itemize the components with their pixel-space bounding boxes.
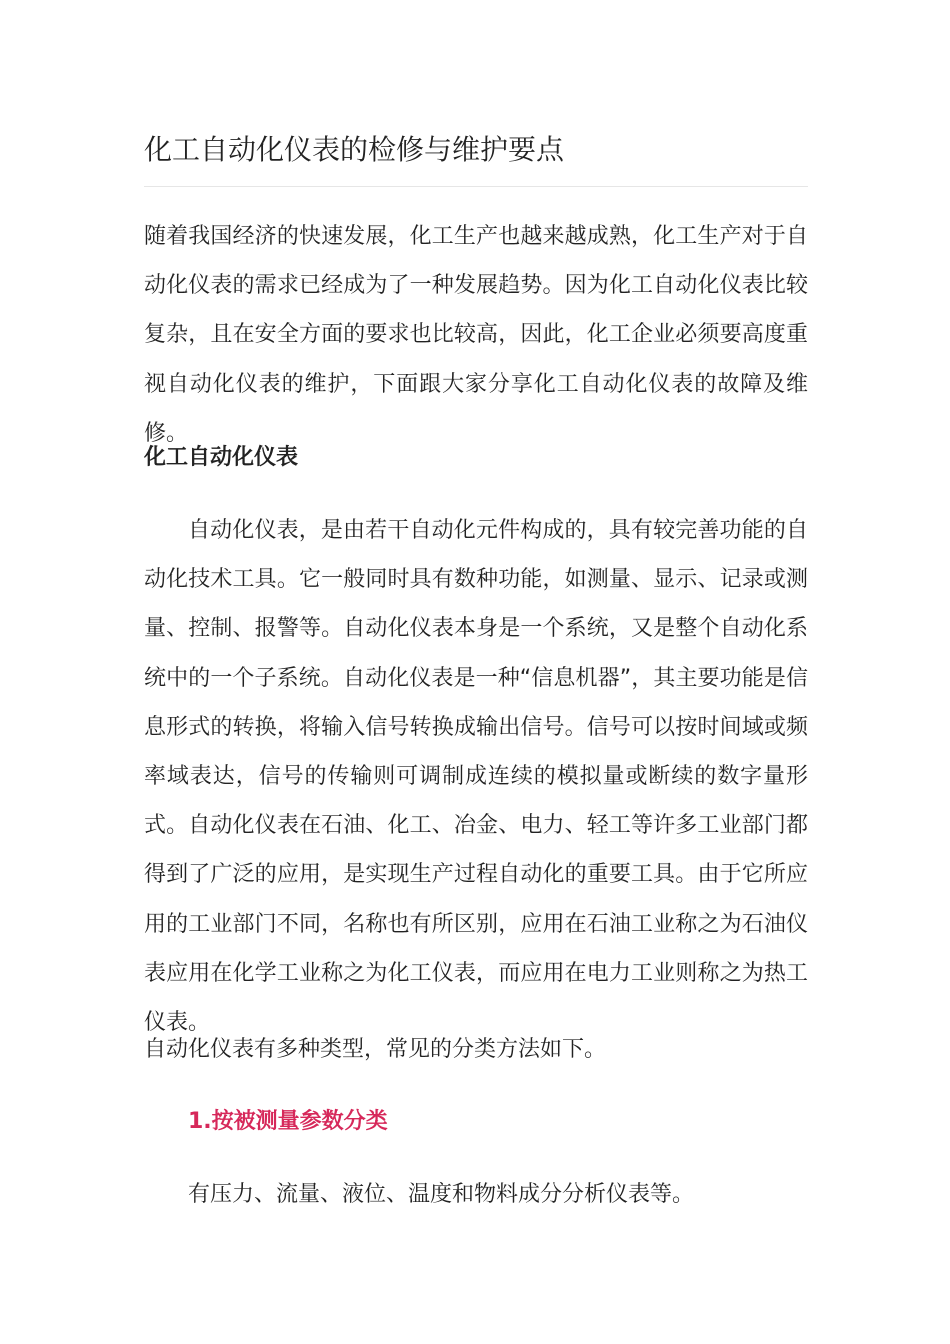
classification-intro: 自动化仪表有多种类型，常见的分类方法如下。: [144, 1037, 607, 1062]
sub-heading: 1.按被测量参数分类: [188, 1109, 388, 1134]
sub-body: 有压力、流量、液位、温度和物料成分分析仪表等。: [188, 1182, 695, 1207]
article-title: 化工自动化仪表的检修与维护要点: [144, 133, 565, 166]
title-divider: [144, 186, 808, 187]
intro-paragraph: 随着我国经济的快速发展，化工生产也越来越成熟，化工生产对于自动化仪表的需求已经成为了一种发展趋势。因为化工自动化仪表比较复杂，且在安全方面的要求也比较高，因此，化工企业必须要高度重视自动化仪表的维护，下面跟大家分享化工自动化仪表的故障及维修。: [144, 224, 808, 446]
section-body-paragraph: 自动化仪表，是由若干自动化元件构成的，具有较完善功能的自动化技术工具。它一般同时具有数种功能，如测量、显示、记录或测量、控制、报警等。自动化仪表本身是一个系统，又是整个自动化系统中的一个子系统。自动化仪表是一种“信息机器”，其主要功能是信息形式的转换，将输入信号转换成输出信号。信号可以按时间域或频率域表达，信号的传输则可调制成连续的模拟量或断续的数字量形式。自动化仪表在石油、化工、冶金、电力、轻工等许多工业部门都得到了广泛的应用，是实现生产过程自动化的重要工具。由于它所应用的工业部门不同，名称也有所区别，应用在石油工业称之为石油仪表应用在化学工业称之为化工仪表，而应用在电力工业则称之为热工仪表。: [144, 518, 808, 1036]
section-heading: 化工自动化仪表: [144, 445, 299, 470]
